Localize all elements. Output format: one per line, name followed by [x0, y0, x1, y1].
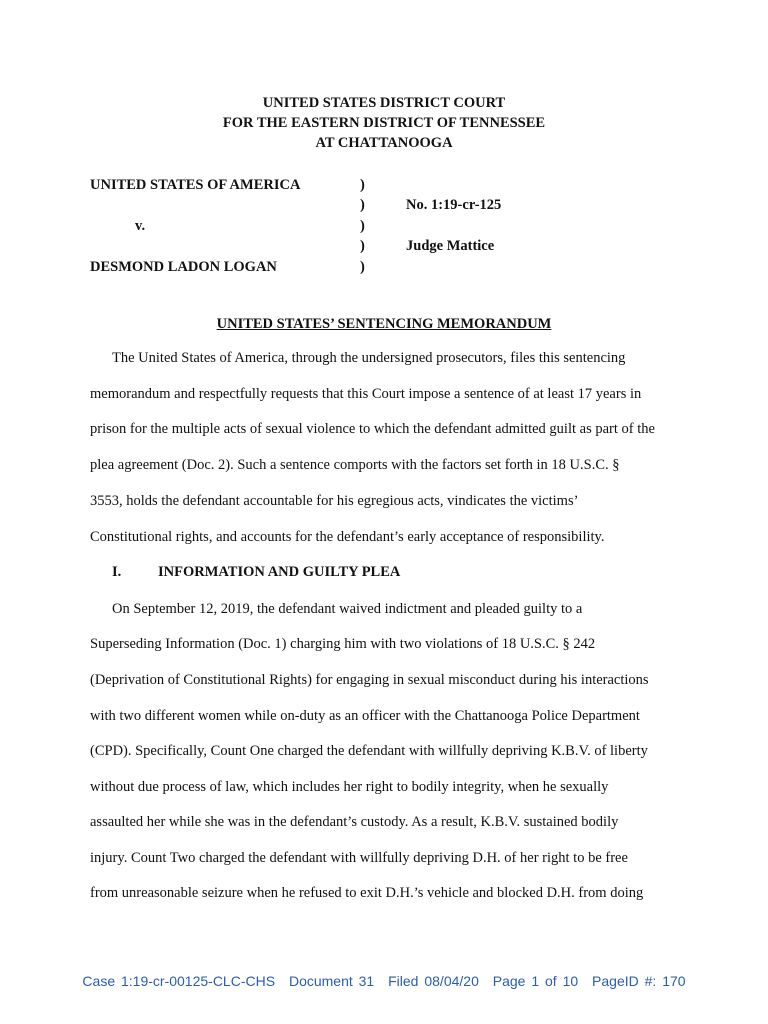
- judge-name: Judge Mattice: [406, 238, 495, 254]
- court-header: [0, 93, 768, 153]
- caption-plaintiff: UNITED STATES OF AMERICA: [90, 177, 301, 193]
- text-line: Constitutional rights, and accounts for the defendant’s early acceptance of responsibility.: [90, 529, 605, 545]
- section-number: I.: [112, 564, 122, 580]
- case-number: No. 1:19-cr-125: [406, 197, 502, 213]
- footer-pageid: PageID #: 170: [592, 973, 686, 989]
- court-division: AT CHATTANOOGA: [315, 135, 453, 151]
- text-line: On September 12, 2019, the defendant waived indictment and pleaded guilty to a: [112, 601, 583, 617]
- court-name: UNITED STATES DISTRICT COURT: [262, 95, 506, 111]
- text-line: 3553, holds the defendant accountable for his egregious acts, vindicates the victims’: [90, 493, 579, 509]
- court-district: FOR THE EASTERN DISTRICT OF TENNESSEE: [222, 115, 546, 131]
- caption-paren: ): [360, 177, 365, 193]
- footer-document: Document 31: [288, 973, 375, 989]
- text-line: from unreasonable seizure when he refused to exit D.H.’s vehicle and blocked D.H. from doing: [90, 885, 644, 901]
- section-heading: INFORMATION AND GUILTY PLEA: [158, 564, 401, 580]
- ecf-footer: [0, 973, 768, 989]
- footer-filed: Filed 08/04/20: [388, 973, 479, 989]
- caption-versus: v.: [135, 218, 146, 234]
- document-title: UNITED STATES’ SENTENCING MEMORANDUM: [216, 316, 552, 332]
- text-line: assaulted her while she was in the defendant’s custody. As a result, K.B.V. sustained bodily: [90, 814, 619, 830]
- text-line: injury. Count Two charged the defendant with willfully depriving D.H. of her right to be free: [90, 850, 628, 866]
- text-line: The United States of America, through the undersigned prosecutors, files this sentencing: [112, 350, 626, 366]
- caption-paren: ): [360, 238, 365, 254]
- caption-defendant: DESMOND LADON LOGAN: [90, 259, 277, 275]
- caption-paren: ): [360, 197, 365, 213]
- text-line: with two different women while on-duty as an officer with the Chattanooga Police Department: [90, 708, 640, 724]
- footer-page: Page 1 of 10: [492, 973, 579, 989]
- text-line: (Deprivation of Constitutional Rights) for engaging in sexual misconduct during his interactions: [90, 672, 649, 688]
- footer-case: Case 1:19-cr-00125-CLC-CHS: [82, 973, 276, 989]
- text-line: memorandum and respectfully requests that this Court impose a sentence of at least 17 years in: [90, 386, 642, 402]
- text-line: (CPD). Specifically, Count One charged the defendant with willfully depriving K.B.V. of liberty: [90, 743, 648, 759]
- text-line: Superseding Information (Doc. 1) charging him with two violations of 18 U.S.C. § 242: [90, 636, 596, 652]
- caption-paren: ): [360, 259, 365, 275]
- caption-paren: ): [360, 218, 365, 234]
- text-line: prison for the multiple acts of sexual violence to which the defendant admitted guilt as part of the: [90, 421, 655, 437]
- text-line: without due process of law, which includes her right to bodily integrity, when he sexually: [90, 779, 609, 795]
- text-line: plea agreement (Doc. 2). Such a sentence comports with the factors set forth in 18 U.S.C. §: [90, 457, 620, 473]
